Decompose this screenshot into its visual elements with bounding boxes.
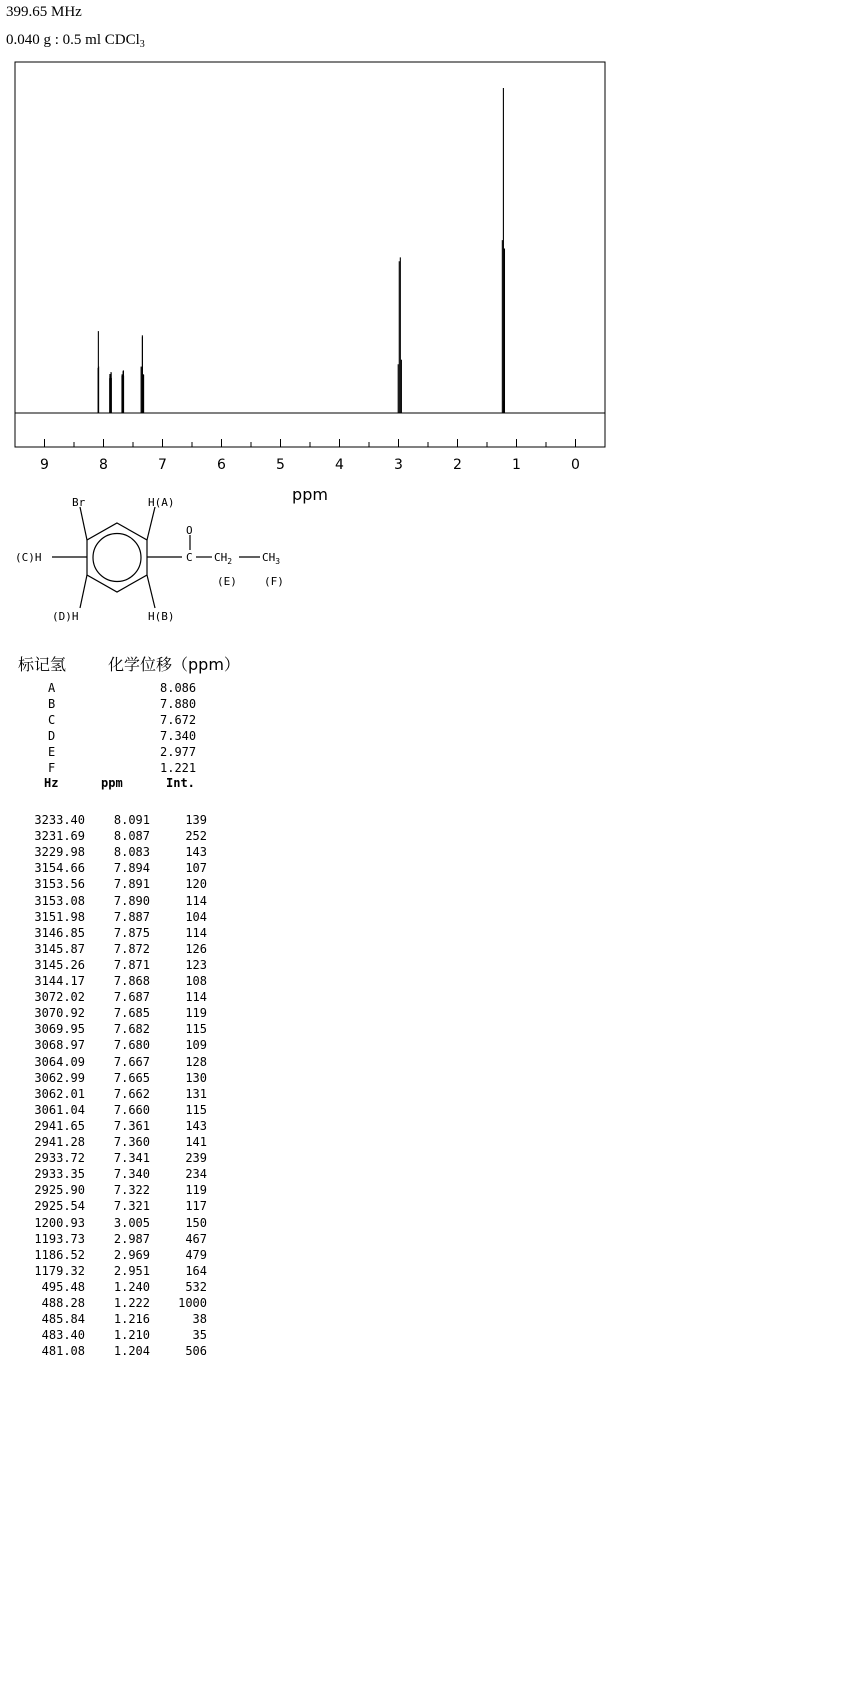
peak-int: 467 xyxy=(185,1231,207,1246)
bond-ha xyxy=(147,507,155,540)
x-tick-label: 8 xyxy=(99,457,108,473)
peak-int: 114 xyxy=(185,893,207,908)
peak-ppm: 7.887 xyxy=(113,909,150,924)
sample-text: 0.040 g : 0.5 ml CDCl xyxy=(6,32,140,48)
peak-ppm: 7.322 xyxy=(113,1183,150,1198)
peak-int: 115 xyxy=(185,1022,207,1037)
x-axis-ticks xyxy=(15,439,605,473)
assignment-shift: 7.340 xyxy=(160,729,197,743)
label-ch3 xyxy=(262,551,280,566)
peak-int: 126 xyxy=(185,941,207,956)
peak-ppm: 7.687 xyxy=(113,990,150,1005)
peak-hz: 2925.54 xyxy=(34,1199,85,1214)
peak-ppm: 7.680 xyxy=(113,1038,150,1053)
peak-hz: 3231.69 xyxy=(34,829,85,844)
assignment-shift: 2.977 xyxy=(160,745,197,759)
peak-ppm: 7.665 xyxy=(113,1070,150,1085)
peak-int: 123 xyxy=(185,957,207,972)
peak-int: 114 xyxy=(185,925,207,940)
peak-hz: 3145.87 xyxy=(34,941,85,956)
assignment-shift: 7.672 xyxy=(160,713,197,727)
sample-subscript: 3 xyxy=(139,39,145,50)
peak-hz: 2925.90 xyxy=(34,1183,85,1198)
peak-int: 119 xyxy=(185,1183,207,1198)
assignment-shift: 7.880 xyxy=(160,697,197,711)
peak-int: 164 xyxy=(185,1263,207,1278)
peak-ppm: 7.872 xyxy=(113,941,150,956)
peak-int: 532 xyxy=(185,1279,207,1294)
peak-ppm: 7.340 xyxy=(113,1167,150,1182)
peak-int: 115 xyxy=(185,1102,207,1117)
spectrum-peaks xyxy=(98,88,504,413)
x-tick-label: 2 xyxy=(453,457,462,473)
peak-int: 104 xyxy=(185,909,207,924)
label-hd: (D)H xyxy=(52,610,79,623)
peak-ppm: 7.871 xyxy=(113,957,150,972)
label-ha: H(A) xyxy=(148,496,175,509)
bond-hb xyxy=(147,575,155,608)
peak-hz: 2933.72 xyxy=(34,1151,85,1166)
peak-ppm: 7.321 xyxy=(113,1199,150,1214)
label-hb: H(B) xyxy=(148,610,175,623)
peak-hz: 1193.73 xyxy=(34,1231,85,1246)
peak-hz: 3153.08 xyxy=(34,893,85,908)
peak-int: 506 xyxy=(185,1344,207,1359)
peak-ppm: 1.222 xyxy=(113,1296,150,1310)
assignment-label: B xyxy=(48,697,56,711)
x-tick-label: 7 xyxy=(158,457,167,473)
peak-hz: 3064.09 xyxy=(34,1054,85,1069)
peak-ppm: 7.667 xyxy=(113,1054,150,1069)
assignment-shift: 8.086 xyxy=(160,681,197,695)
assignment-header-shift: 化学位移（ppm） xyxy=(108,655,240,674)
peak-hz: 3072.02 xyxy=(34,990,85,1005)
peak-int: 35 xyxy=(192,1328,207,1343)
label-oxygen: O xyxy=(186,524,193,537)
peak-int: 234 xyxy=(185,1167,207,1182)
x-tick-label: 3 xyxy=(394,457,403,473)
peak-hz: 3062.01 xyxy=(34,1086,85,1101)
peak-ppm: 1.240 xyxy=(113,1279,150,1294)
peak-ppm: 1.216 xyxy=(113,1312,150,1327)
peak-hz: 2933.35 xyxy=(34,1167,85,1182)
peak-int: 131 xyxy=(185,1086,207,1101)
x-tick-label: 0 xyxy=(571,457,580,473)
peak-int: 479 xyxy=(185,1247,207,1262)
x-tick-label: 9 xyxy=(40,457,49,473)
peak-hz: 3146.85 xyxy=(34,925,85,940)
chemical-structure xyxy=(0,490,300,640)
peak-hz: 3062.99 xyxy=(34,1070,85,1085)
header-int: Int. xyxy=(166,776,195,790)
peak-ppm: 2.987 xyxy=(113,1231,150,1246)
aromatic-circle xyxy=(93,534,141,582)
peak-hz: 3061.04 xyxy=(34,1102,85,1117)
peak-hz: 495.48 xyxy=(41,1279,85,1294)
peak-int: 38 xyxy=(192,1312,207,1327)
peak-hz: 2941.65 xyxy=(34,1118,85,1133)
peak-ppm: 8.087 xyxy=(113,829,150,844)
peak-hz: 488.28 xyxy=(41,1296,85,1310)
bond-hd xyxy=(80,575,87,608)
ch2-subscript: 2 xyxy=(227,557,233,566)
peak-ppm: 7.341 xyxy=(113,1151,150,1166)
x-tick-label: 6 xyxy=(217,457,226,473)
peak-int: 150 xyxy=(185,1215,207,1230)
label-carbonyl-carbon: C xyxy=(186,551,193,564)
assignment-header-label: 标记氢 xyxy=(18,655,67,674)
peak-hz: 481.08 xyxy=(41,1344,85,1359)
assignment-label: F xyxy=(48,761,56,775)
x-tick-label: 4 xyxy=(335,457,344,473)
peak-int: 252 xyxy=(185,829,207,844)
bond-br xyxy=(80,507,87,540)
peak-hz: 3070.92 xyxy=(34,1006,85,1021)
peak-ppm: 7.868 xyxy=(113,974,150,988)
peak-int: 107 xyxy=(185,861,207,876)
peak-int: 139 xyxy=(185,813,207,827)
peak-hz: 3144.17 xyxy=(34,974,85,988)
peak-ppm: 7.894 xyxy=(113,861,150,876)
peak-ppm: 7.875 xyxy=(113,925,150,940)
assignment-label: C xyxy=(48,713,56,727)
peak-hz: 1179.32 xyxy=(34,1263,85,1278)
assignment-shift: 1.221 xyxy=(160,761,197,775)
label-br: Br xyxy=(72,496,86,509)
peak-hz: 485.84 xyxy=(41,1312,85,1327)
header-hz: Hz xyxy=(44,776,59,790)
peak-ppm: 1.204 xyxy=(113,1344,150,1359)
peak-hz: 3233.40 xyxy=(34,813,85,827)
peak-hz: 2941.28 xyxy=(34,1135,85,1149)
peak-hz: 3068.97 xyxy=(34,1038,85,1053)
peak-hz: 483.40 xyxy=(41,1328,85,1343)
peak-hz: 3151.98 xyxy=(34,909,85,924)
peak-ppm: 7.891 xyxy=(113,877,150,892)
peak-ppm: 7.685 xyxy=(113,1006,150,1021)
peak-ppm: 8.083 xyxy=(113,845,150,860)
peak-hz: 3145.26 xyxy=(34,957,85,972)
ch3-subscript: 3 xyxy=(275,557,281,566)
peak-int: 143 xyxy=(185,1118,207,1133)
peak-int: 119 xyxy=(185,1006,207,1021)
peak-ppm: 7.890 xyxy=(113,893,150,908)
header-ppm: ppm xyxy=(101,776,123,790)
peak-int: 120 xyxy=(185,877,207,892)
peak-ppm: 1.210 xyxy=(113,1328,150,1343)
peak-ppm: 7.682 xyxy=(113,1022,150,1037)
peak-ppm: 7.361 xyxy=(113,1118,150,1133)
peak-int: 128 xyxy=(185,1054,207,1069)
peak-int: 141 xyxy=(185,1135,207,1149)
x-axis-label: ppm xyxy=(292,485,328,504)
peak-ppm: 7.662 xyxy=(113,1086,150,1101)
assignment-label: A xyxy=(48,681,56,695)
peak-hz: 3154.66 xyxy=(34,861,85,876)
peak-int: 130 xyxy=(185,1070,207,1085)
peak-ppm: 2.969 xyxy=(113,1247,150,1262)
peak-int: 117 xyxy=(185,1199,207,1214)
sample-description xyxy=(6,32,145,50)
nmr-spectrum-chart xyxy=(0,55,850,515)
peak-hz: 1186.52 xyxy=(34,1247,85,1262)
x-tick-label: 1 xyxy=(512,457,521,473)
label-ch2 xyxy=(214,551,232,566)
peak-int: 114 xyxy=(185,990,207,1005)
label-hc: (C)H xyxy=(15,551,42,564)
assignment-label: D xyxy=(48,729,56,743)
peak-hz: 1200.93 xyxy=(34,1215,85,1230)
peak-ppm: 7.360 xyxy=(113,1135,150,1149)
peak-hz: 3153.56 xyxy=(34,877,85,892)
peak-ppm: 8.091 xyxy=(113,813,150,827)
peak-int: 143 xyxy=(185,845,207,860)
peak-ppm: 2.951 xyxy=(113,1263,150,1278)
assignment-label: E xyxy=(48,745,56,759)
plot-frame xyxy=(15,62,605,447)
peak-int: 1000 xyxy=(178,1296,207,1310)
peak-ppm: 3.005 xyxy=(113,1215,150,1230)
x-tick-label: 5 xyxy=(276,457,285,473)
ch3-text: CH xyxy=(262,551,276,564)
peak-int: 108 xyxy=(185,974,207,988)
peak-hz: 3069.95 xyxy=(34,1022,85,1037)
label-e: (E) xyxy=(217,575,237,588)
spectrometer-frequency: 399.65 MHz xyxy=(6,4,82,20)
peak-int: 239 xyxy=(185,1151,207,1166)
label-f: (F) xyxy=(264,575,284,588)
peak-hz: 3229.98 xyxy=(34,845,85,860)
peak-ppm: 7.660 xyxy=(113,1102,150,1117)
peak-int: 109 xyxy=(185,1038,207,1053)
ch2-text: CH xyxy=(214,551,228,564)
